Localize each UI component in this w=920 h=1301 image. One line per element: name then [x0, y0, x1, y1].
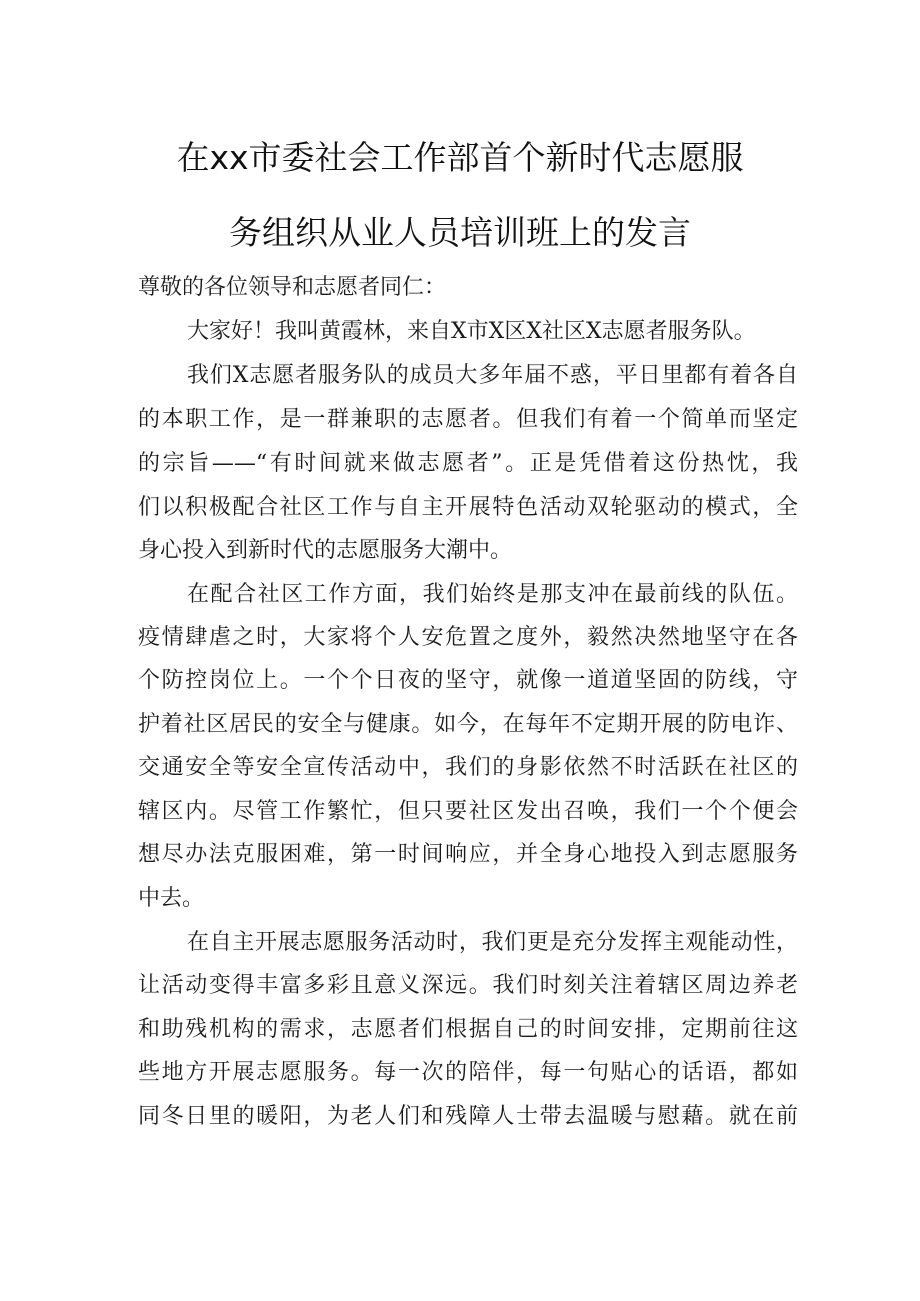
paragraph-4-line-4: 些地方开展志愿服务。每一次的陪伴，每一句贴心的话语，都如: [138, 1060, 798, 1085]
paragraph-3-line-6: 辖区内。尽管工作繁忙，但只要社区发出召唤，我们一个个便会: [138, 799, 798, 824]
paragraph-4-line-2: 让活动变得丰富多彩且意义深远。我们时刻关注着辖区周边养老: [138, 973, 798, 998]
salutation: 尊敬的各位领导和志愿者同仁：: [138, 275, 447, 300]
paragraph-2-line-1: 我们X志愿者服务队的成员大多年届不惑，平日里都有着各自: [187, 363, 798, 388]
paragraph-3-line-3: 个防控岗位上。一个个日夜的坚守，就像一道道坚固的防线，守: [138, 668, 798, 693]
paragraph-3-line-8: 中去。: [138, 886, 205, 911]
paragraph-2-line-4: 们以积极配合社区工作与自主开展特色活动双轮驱动的模式，全: [138, 495, 798, 520]
paragraph-3-line-7: 想尽办法克服困难，第一时间响应，并全身心地投入到志愿服务: [138, 842, 798, 867]
paragraph-2-line-5: 身心投入到新时代的志愿服务大潮中。: [138, 538, 513, 563]
paragraph-3-line-1: 在配合社区工作方面，我们始终是那支冲在最前线的队伍。: [187, 582, 798, 607]
document-title-line-1: 在xx市委社会工作部首个新时代志愿服: [176, 138, 744, 177]
paragraph-4-line-1: 在自主开展志愿服务活动时，我们更是充分发挥主观能动性，: [187, 930, 798, 955]
paragraph-3-line-5: 交通安全等安全宣传活动中，我们的身影依然不时活跃在社区的: [138, 755, 798, 780]
paragraph-1-line-1: 大家好！我叫黄霞林，来自X市X区X社区X志愿者服务队。: [187, 319, 756, 344]
paragraph-4-line-5: 同冬日里的暖阳，为老人们和残障人士带去温暖与慰藉。就在前: [138, 1104, 798, 1129]
paragraph-2-line-3: 的宗旨——“有时间就来做志愿者”。正是凭借着这份热忱，我: [138, 451, 798, 476]
paragraph-4-line-3: 和助残机构的需求，志愿者们根据自己的时间安排，定期前往这: [138, 1017, 798, 1042]
document-title-line-2: 务组织从业人员培训班上的发言: [229, 213, 691, 252]
paragraph-3-line-4: 护着社区居民的安全与健康。如今，在每年不定期开展的防电诈、: [138, 712, 798, 737]
paragraph-2-line-2: 的本职工作，是一群兼职的志愿者。但我们有着一个简单而坚定: [138, 407, 798, 432]
paragraph-3-line-2: 疫情肆虐之时，大家将个人安危置之度外，毅然决然地坚守在各: [138, 625, 798, 650]
